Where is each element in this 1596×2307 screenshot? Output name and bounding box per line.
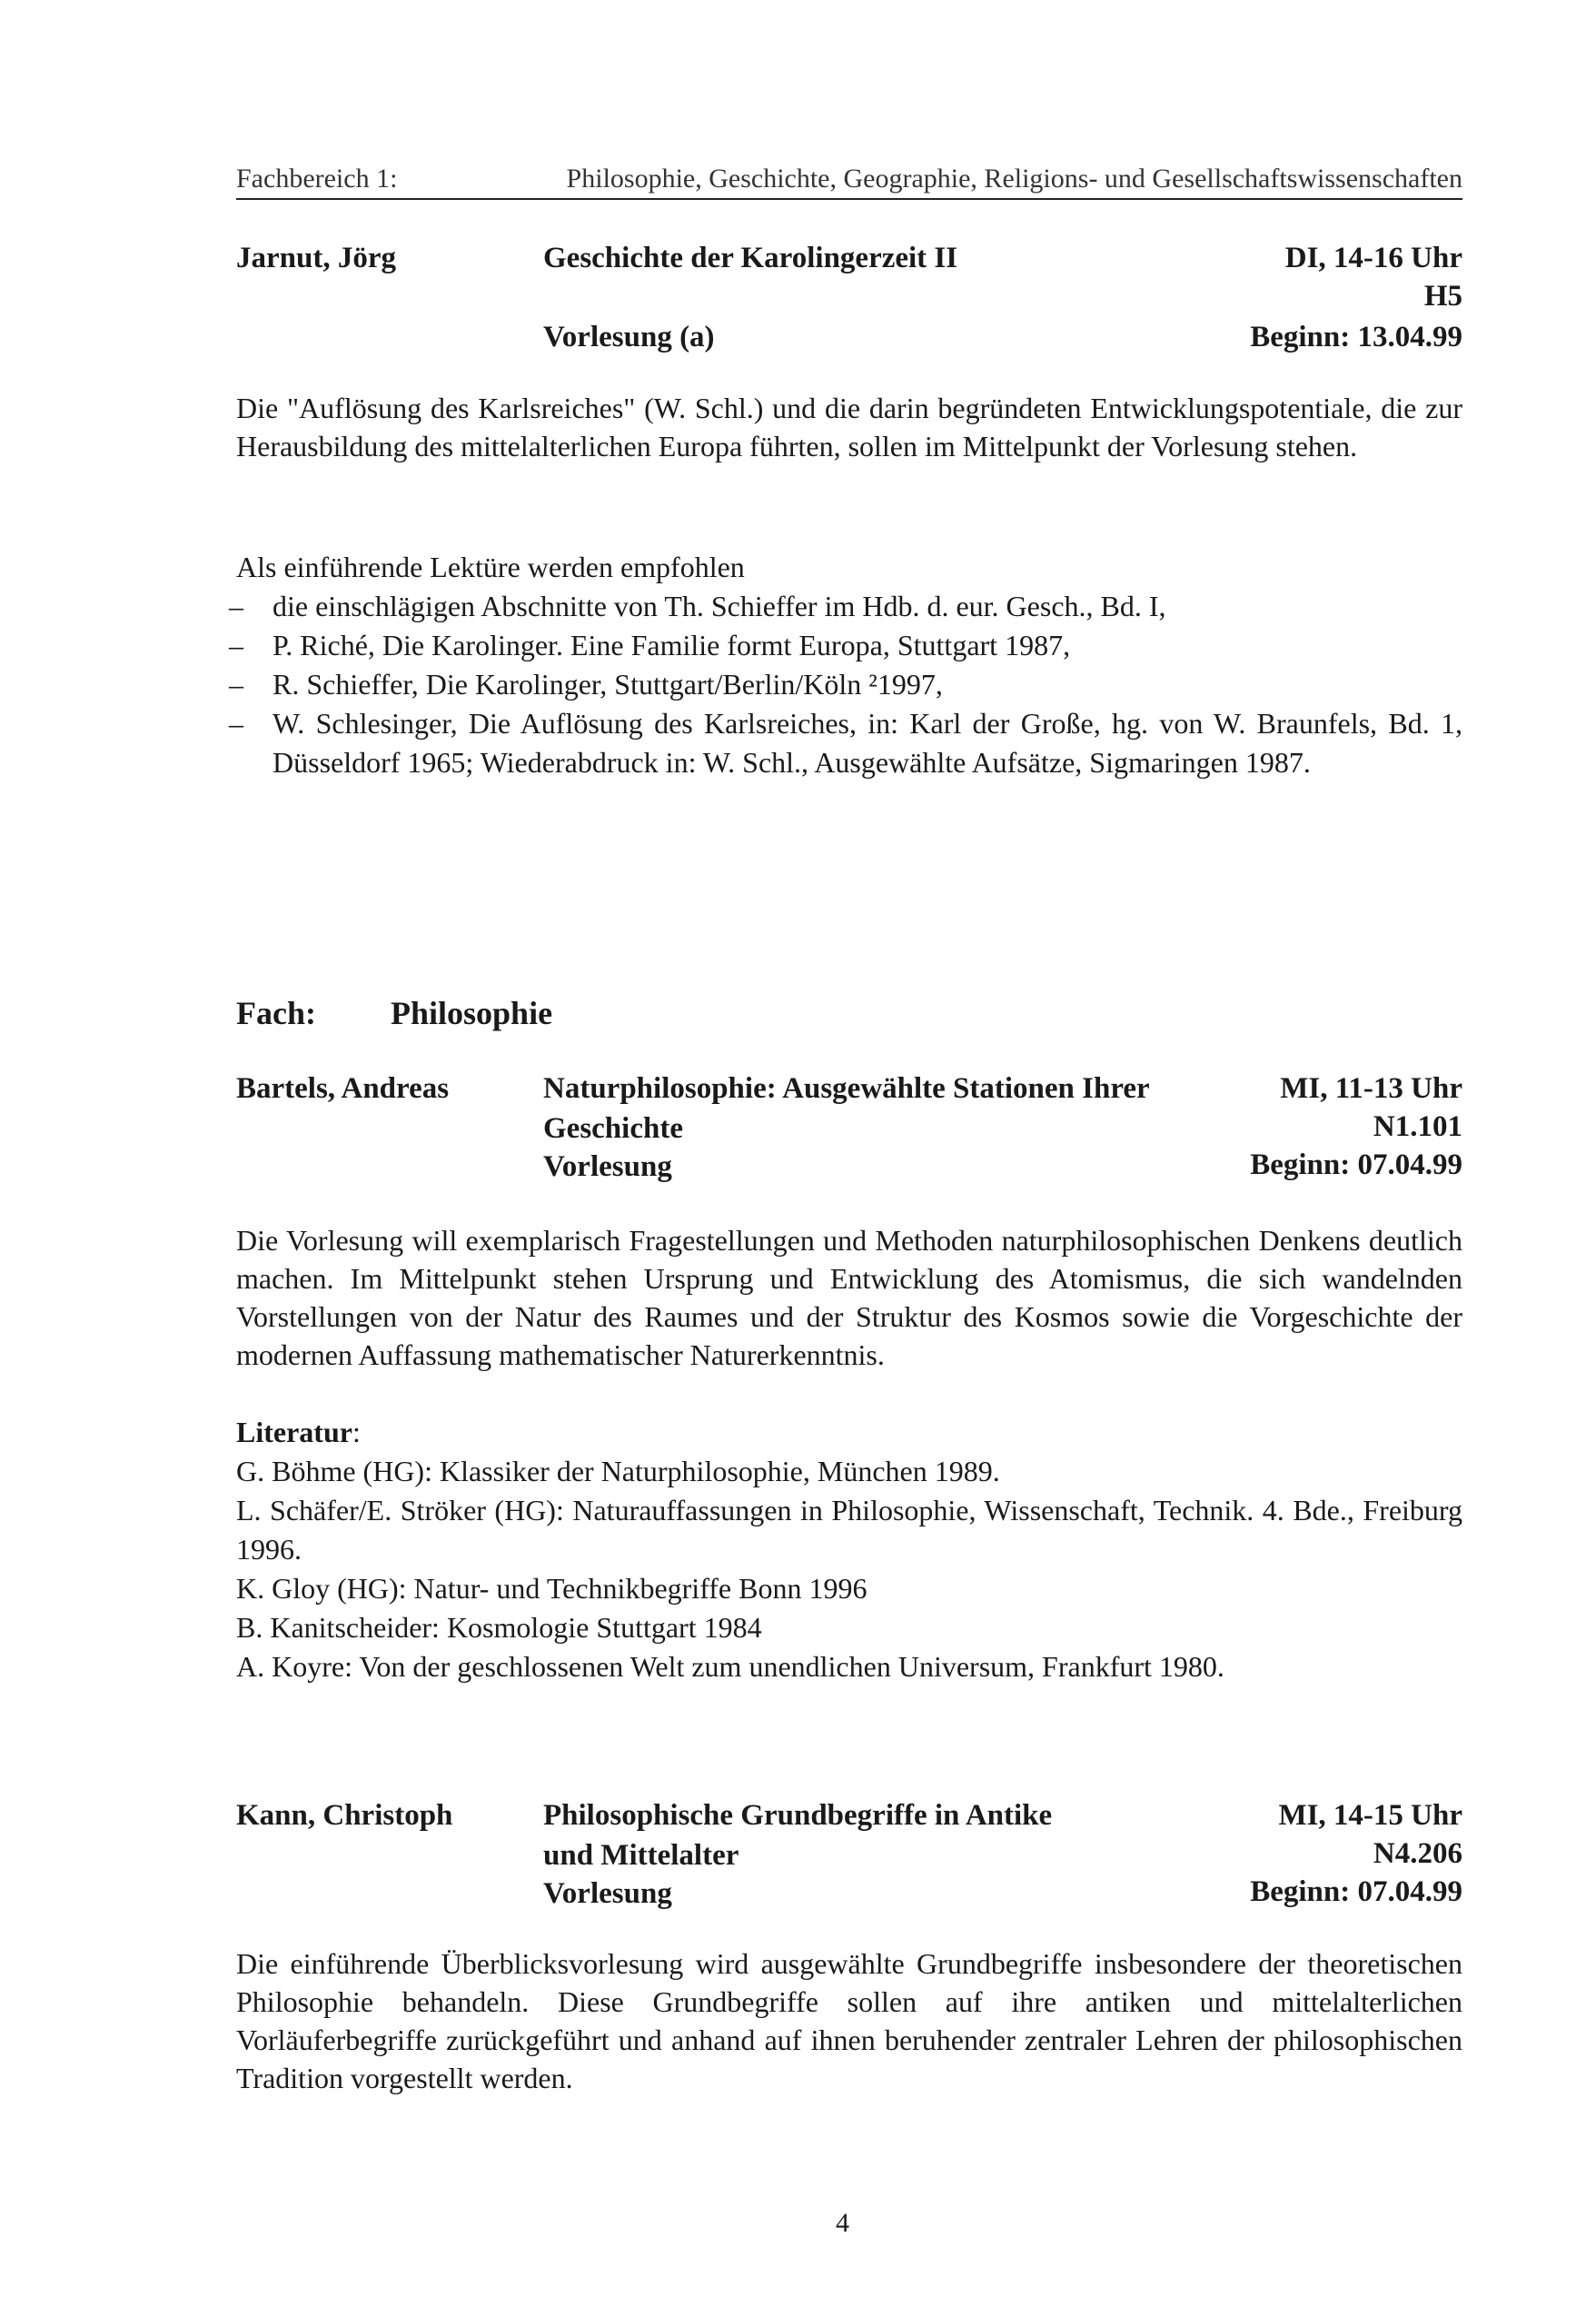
course2-start: Beginn: 07.04.99 xyxy=(1250,1149,1462,1181)
course2-time: MI, 11-13 Uhr xyxy=(1280,1072,1462,1105)
page-number: 4 xyxy=(836,2208,849,2238)
page-header xyxy=(236,162,1462,200)
course3-type: Vorlesung xyxy=(543,1877,672,1910)
list-item: G. Böhme (HG): Klassiker der Naturphilosophie, München 1989. xyxy=(236,1455,1000,1487)
course3-start: Beginn: 07.04.99 xyxy=(1250,1875,1462,1908)
course3-title-line2: und Mittelalter xyxy=(543,1839,739,1872)
header-department: Fachbereich 1: xyxy=(236,164,398,194)
course3-lecturer: Kann, Christoph xyxy=(236,1799,453,1832)
list-item: L. Schäfer/E. Ströker (HG): Naturauffassungen in Philosophie, Wissenschaft, Technik. 4. Bde., Freiburg 1996. xyxy=(236,1494,1462,1566)
list-item: – W. Schlesinger, Die Auflösung des Karlsreiches, in: Karl der Große, hg. von W. Braunfels, Bd. 1, Düsseldorf 1965; Wiederabdruck in: W. Schl., Ausgewählte Aufsätze, Sigmaringen 1987. xyxy=(229,707,1462,779)
fach-label: Fach: xyxy=(236,995,316,1031)
header-subjects: Philosophie, Geschichte, Geographie, Religions- und Gesellschaftswissenschaften xyxy=(566,164,1462,194)
course1-start: Beginn: 13.04.99 xyxy=(1250,321,1462,353)
course1-time: DI, 14-16 Uhr xyxy=(1284,242,1462,274)
list-item: K. Gloy (HG): Natur- und Technikbegriffe Bonn 1996 xyxy=(236,1572,867,1605)
course3-room: N4.206 xyxy=(1373,1837,1462,1870)
list-item: – die einschlägigen Abschnitte von Th. Schieffer im Hdb. d. eur. Gesch., Bd. I, xyxy=(229,590,1166,622)
course2-literature-heading: Literatur: xyxy=(236,1416,361,1448)
course1-reading-list xyxy=(229,587,1462,782)
course1-description: Die "Auflösung des Karlsreiches" (W. Schl.) und die darin begründeten Entwicklungspotentiale, die zur Herausbildung des mittelalterlichen Europa führten, sollen im Mittelpunkt der Vorlesung stehen. xyxy=(236,392,1462,462)
course3-description: Die einführende Überblicksvorlesung wird ausgewählte Grundbegriffe insbesondere der theoretischen Philosophie behandeln. Diese Grundbegriffe sollen auf ihre antiken und mittelalterlichen Vorläuferbegriffe zurückgeführt und anhand auf ihnen beruhender zentraler Lehren der philosophischen Tradition vorgestellt werden. xyxy=(236,1947,1462,2094)
course2-room: N1.101 xyxy=(1373,1110,1462,1143)
course2-literature-list xyxy=(236,1452,1462,1686)
course1-reading-intro: Als einführende Lektüre werden empfohlen xyxy=(236,551,745,583)
list-item: – R. Schieffer, Die Karolinger, Stuttgart/Berlin/Köln ²1997, xyxy=(229,668,943,701)
list-item: A. Koyre: Von der geschlossenen Welt zum unendlichen Universum, Frankfurt 1980. xyxy=(236,1650,1224,1683)
course2-title-line1: Naturphilosophie: Ausgewählte Stationen Ihrer xyxy=(543,1072,1150,1105)
course2-lecturer: Bartels, Andreas xyxy=(236,1072,450,1105)
course2-description: Die Vorlesung will exemplarisch Fragestellungen und Methoden naturphilosophischen Denkens deutlich machen. Im Mittelpunkt stehen Ursprung und Entwicklung des Atomismus, die sich wandelnden Vorstellungen von der Natur des Raumes und der Struktur des Kosmos sowie die Vorgeschichte der modernen Auffassung mathematischer Naturerkenntnis. xyxy=(236,1224,1462,1371)
course1-type: Vorlesung (a) xyxy=(543,321,715,353)
course1-room: H5 xyxy=(1423,280,1462,313)
course1-lecturer: Jarnut, Jörg xyxy=(236,242,396,274)
list-item: B. Kanitscheider: Kosmologie Stuttgart 1984 xyxy=(236,1611,762,1644)
course3-time: MI, 14-15 Uhr xyxy=(1278,1799,1462,1832)
course2-title-line2: Geschichte xyxy=(543,1112,683,1145)
course1-title: Geschichte der Karolingerzeit II xyxy=(543,242,958,274)
course2-type: Vorlesung xyxy=(543,1150,672,1183)
list-item: – P. Riché, Die Karolinger. Eine Familie formt Europa, Stuttgart 1987, xyxy=(229,629,1071,661)
fach-name: Philosophie xyxy=(391,995,553,1031)
course3-title-line1: Philosophische Grundbegriffe in Antike xyxy=(543,1799,1053,1832)
